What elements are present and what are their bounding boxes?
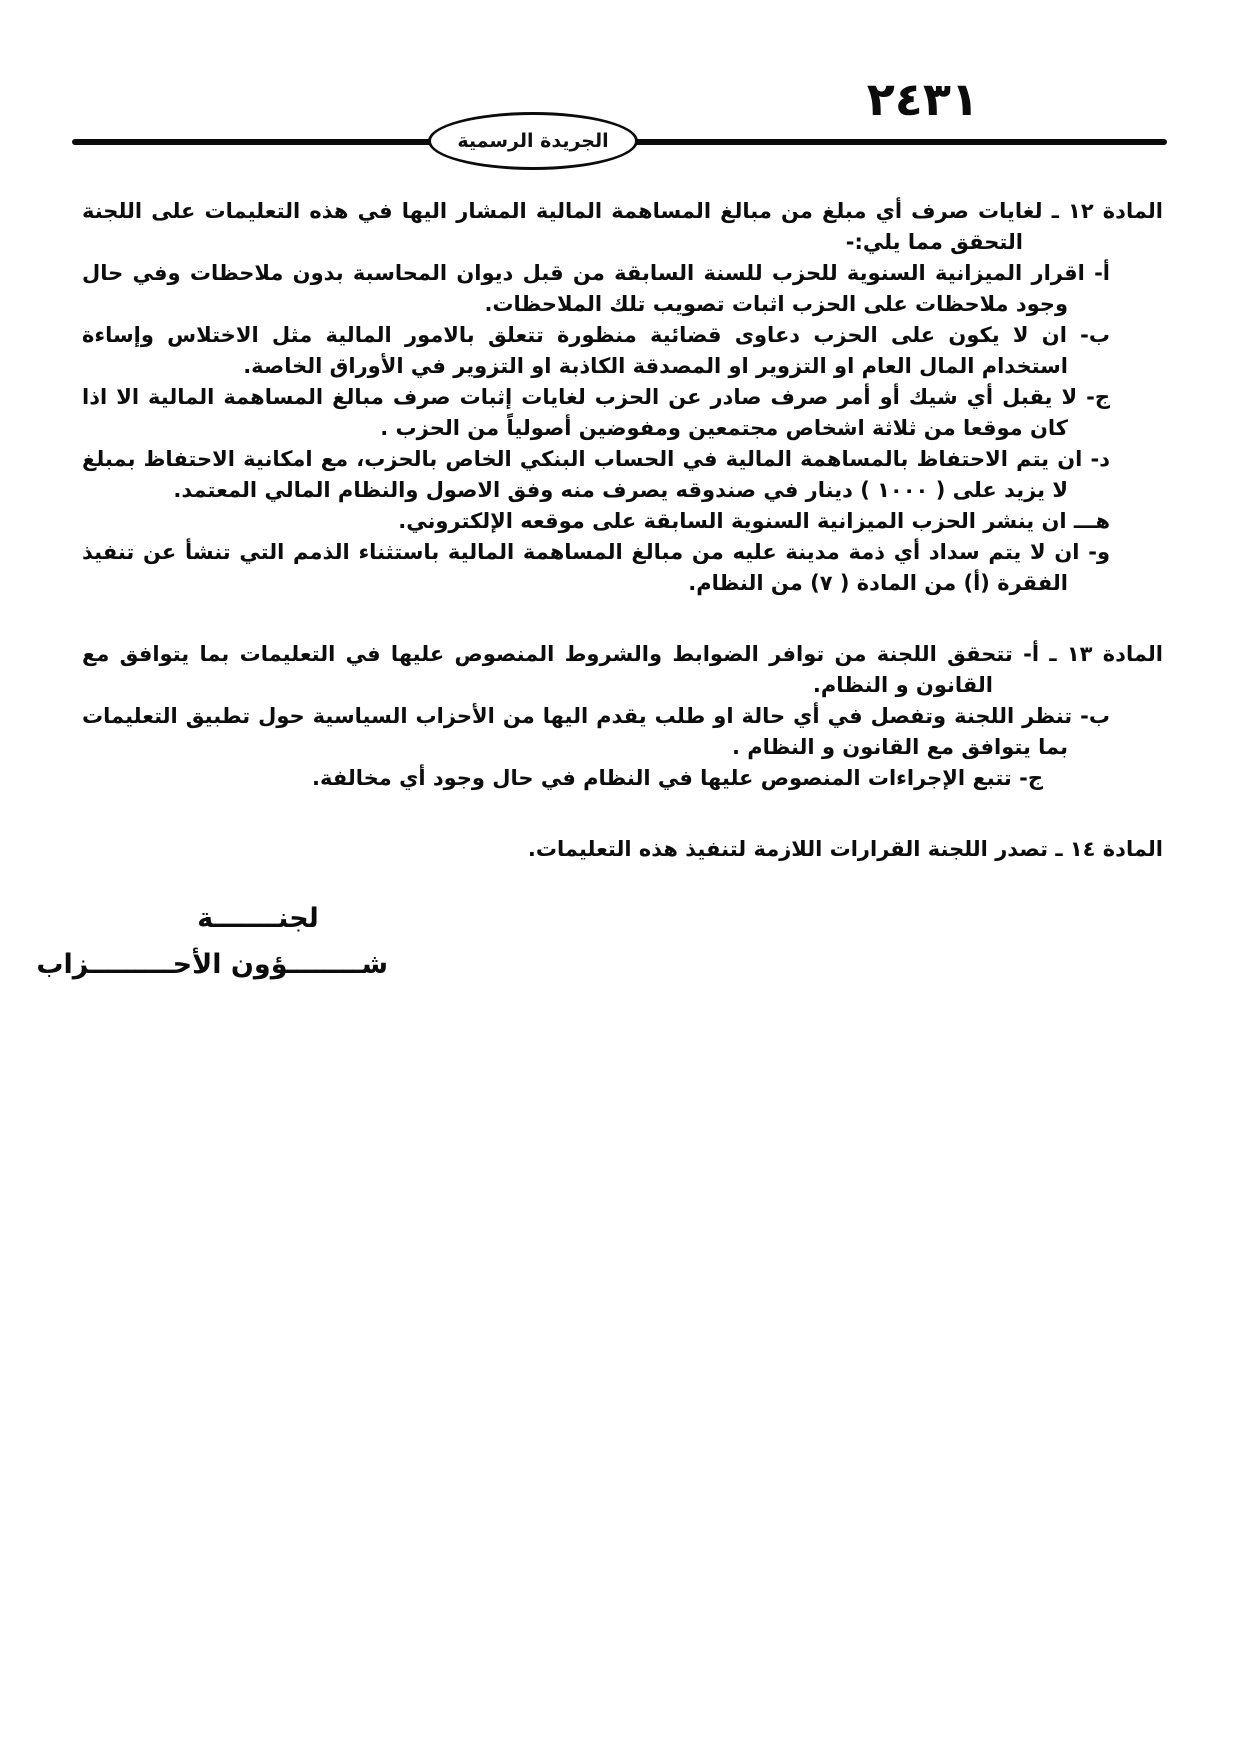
article-12-item-a — [82, 258, 1163, 320]
article-12-item-w — [82, 537, 1163, 599]
item-text: لا يقبل أي شيك أو أمر صرف صادر عن الحزب لغايات إثبات صرف مبالغ المساهمة المالية الا اذا كان موقعا من ثلاثة اشخاص مجتمعين ومفوضين أصولياً من الحزب . — [82, 385, 1078, 440]
article-13-item-j — [82, 763, 1163, 794]
article-13-item-b — [82, 701, 1163, 763]
item-label: ج- — [1019, 766, 1043, 790]
item-text: ان لا يكون على الحزب دعاوى قضائية منظورة تتعلق بالامور المالية مثل الاختلاس وإساءة استخدام المال العام او التزوير او المصدقة الكاذبة او التزوير في الأوراق الخاصة. — [82, 323, 1068, 378]
article-12-label: المادة ١٢ ـ — [1051, 199, 1164, 223]
article-12-item-h — [82, 506, 1163, 537]
signature-line-2: شــــــــؤون الأحـــــــــزاب — [36, 949, 388, 980]
item-text: اقرار الميزانية السنوية للحزب للسنة السابقة من قبل ديوان المحاسبة بدون ملاحظات وفي حال وجود ملاحظات على الحزب اثبات تصويب تلك الملاحظات. — [82, 261, 1085, 316]
gazette-badge — [428, 112, 638, 170]
item-text: تتحقق اللجنة من توافر الضوابط والشروط المنصوص عليها في التعليمات بما يتوافق مع القانون و النظام. — [82, 642, 1013, 697]
document-body — [36, 196, 1164, 985]
item-label: أ- — [1023, 642, 1040, 666]
item-label: ج- — [1086, 385, 1110, 409]
signature-block — [36, 899, 388, 985]
item-label: و- — [1088, 540, 1111, 564]
item-text: ان يتم الاحتفاظ بالمساهمة المالية في الحساب البنكي الخاص بالحزب، مع امكانية الاحتفاظ بمبلغ لا يزيد على ( ١٠٠٠ ) دينار في صندوقه يصرف منه وفق الاصول والنظام المالي المعتمد. — [82, 447, 1083, 502]
article-13-label: المادة ١٣ ـ — [1049, 642, 1163, 666]
item-text: تتبع الإجراءات المنصوص عليها في النظام في حال وجود أي مخالفة. — [312, 766, 1012, 790]
gazette-badge-label: الجريدة الرسمية — [457, 130, 609, 152]
article-12-intro-text: لغايات صرف أي مبلغ من مبالغ المساهمة المالية المشار اليها في هذه التعليمات على اللجنة التحقق مما يلي:- — [82, 199, 1043, 254]
article-14-text: تصدر اللجنة القرارات اللازمة لتنفيذ هذه التعليمات. — [527, 837, 1048, 861]
page-number: ٢٤٣١ — [866, 72, 979, 126]
article-12-item-j — [82, 382, 1163, 444]
item-text: تنظر اللجنة وتفصل في أي حالة او طلب يقدم اليها من الأحزاب السياسية حول تطبيق التعليمات بما يتوافق مع القانون و النظام . — [82, 704, 1073, 759]
article-14-label: المادة ١٤ ـ — [1055, 837, 1163, 861]
item-text: ان لا يتم سداد أي ذمة مدينة عليه من مبالغ المساهمة المالية باستثناء الذمم التي تنشأ عن تنفيذ الفقرة (أ) من المادة ( ٧) من النظام. — [82, 540, 1080, 595]
item-label: أ- — [1094, 261, 1110, 285]
item-label: د- — [1090, 447, 1110, 471]
item-label: هـــ — [1073, 509, 1110, 533]
item-text: ان ينشر الحزب الميزانية السنوية السابقة على موقعه الإلكتروني. — [398, 509, 1067, 533]
article-13-intro — [82, 639, 1163, 701]
article-12-item-b — [82, 320, 1163, 382]
article-14 — [82, 834, 1163, 865]
article-12-intro — [82, 196, 1163, 258]
item-label: ب- — [1080, 704, 1110, 728]
item-label: ب- — [1080, 323, 1110, 347]
article-12-item-d — [82, 444, 1163, 506]
signature-line-1: لجنـــــــة — [197, 903, 319, 934]
